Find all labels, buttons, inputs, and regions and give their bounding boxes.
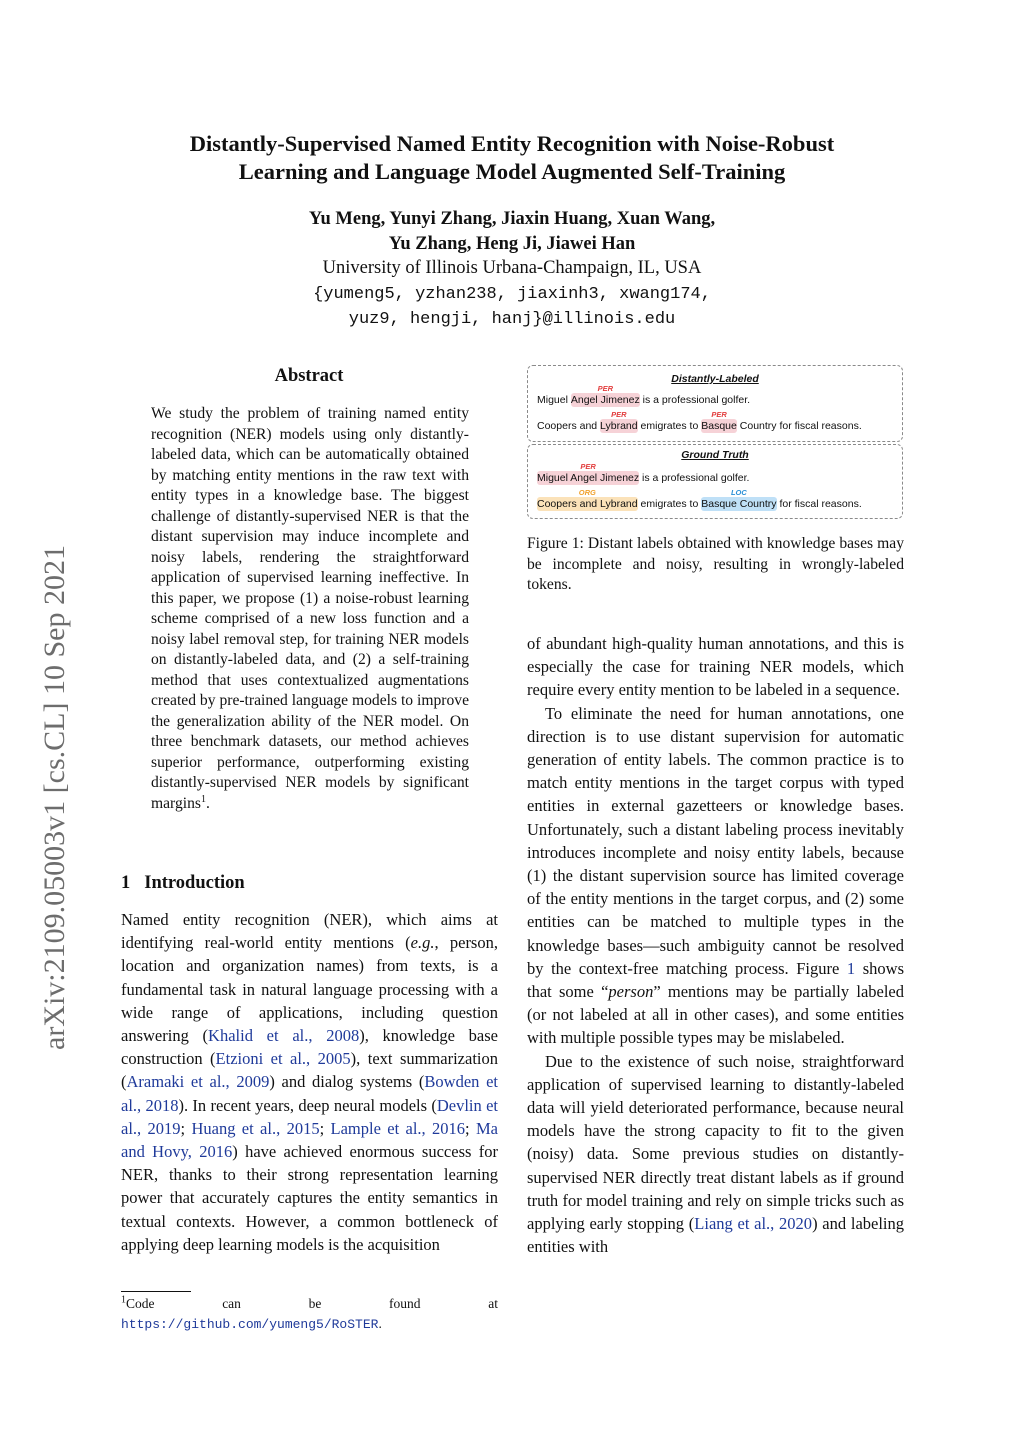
text-run: Named entity recognition (NER), which aims at identifying real-world entity mentions ( <box>121 910 498 953</box>
citation-link[interactable]: Aramaki et al., 2009 <box>126 1072 270 1092</box>
paper-title <box>120 130 904 186</box>
section-title: Introduction <box>144 873 245 893</box>
entity-tag-per: PER <box>611 410 627 419</box>
title-line-2: Learning and Language Model Augmented Self-Training <box>238 159 786 184</box>
author-emails <box>120 282 904 332</box>
sentence-text: Country for fiscal reasons. <box>736 420 862 432</box>
footnote-mark: 1 <box>121 1294 126 1306</box>
entity-highlight-org <box>537 488 638 511</box>
abstract-heading: Abstract <box>274 366 344 386</box>
citation-link[interactable]: Huang et al., 2015 <box>191 1118 320 1138</box>
figure-sentence <box>537 462 750 485</box>
abstract-text: We study the problem of training named entity recognition (NER) models using only distantly-labeled data, which can be automatically obtained by matching entity mentions in the raw text with entity types in a knowledge base. The biggest challenge of distantly-supervised NER is that the distant supervision may induce incomplete and noisy labels, rendering the straightforward application of supervised learning ineffective. In this paper, we propose (1) a noise-robust learning scheme comprised of a new loss function and a noisy label removal step, for training NER models on distantly-labeled data, and (2) a self-training method that uses contextualized augmentations created by pre-trained language models to improve the generalization ability of the NER model. On three benchmark datasets, our method achieves superior performance, outperforming existing distantly-supervised NER models by significant margins <box>151 405 469 812</box>
title-line-1: Distantly-Supervised Named Entity Recognition with Noise-Robust <box>189 131 835 156</box>
footnote <box>121 1294 498 1335</box>
footnote-end: . <box>378 1316 382 1331</box>
entity-text: Miguel Angel Jimenez <box>537 472 640 484</box>
sentence-text: emigrates to <box>637 420 702 432</box>
panel-title-distantly-labeled: Distantly-Labeled <box>671 373 759 385</box>
text-run: ; <box>180 1118 192 1138</box>
authors-line-1: Yu Meng, Yunyi Zhang, Jiaxin Huang, Xuan Wang, <box>308 209 716 229</box>
figure-sentence <box>537 384 751 407</box>
code-link[interactable]: https://github.com/yumeng5/RoSTER <box>121 1317 379 1332</box>
citation-link[interactable]: Lample et al., 2016 <box>330 1118 466 1138</box>
arxiv-identifier: arXiv:2109.05003v1 [cs.CL] 10 Sep 2021 <box>38 545 71 1050</box>
footnote-text: Code can be found at <box>126 1296 498 1311</box>
entity-tag-per: PER <box>580 462 596 471</box>
authors-line-2: Yu Zhang, Heng Ji, Jiawei Han <box>388 234 636 254</box>
text-run: ) and dialog systems ( <box>269 1072 425 1092</box>
citation-link[interactable]: Devlin et al., 2019 <box>121 1095 498 1138</box>
figure-sentence <box>537 410 862 433</box>
text-run: ). In recent years, deep neural models ( <box>178 1095 437 1115</box>
entity-highlight-per <box>701 410 737 433</box>
panel-title-ground-truth: Ground Truth <box>681 449 749 461</box>
entity-text: Angel Jimenez <box>570 394 640 406</box>
abstract-end: . <box>205 794 210 812</box>
text-run: ; <box>465 1118 476 1138</box>
text-run-italic: e.g. <box>410 933 435 953</box>
entity-highlight-per <box>600 410 638 433</box>
section-heading-introduction <box>121 873 245 894</box>
citation-link[interactable]: Etzioni et al., 2005 <box>215 1049 351 1069</box>
figure-reference-link[interactable]: 1 <box>846 958 856 978</box>
text-run: To eliminate the need for human annotations, one direction is to use distant supervision for automatic generation of entity labels. The common practice is to match entity mentions in the target corpus with typed entities in external gazetteers or knowledge bases. Unfortunately, such a distant labeling process inevitably introduces incomplete and noisy entity labels, because (1) the distant supervision source has limited coverage of the entity mentions in the target corpus, and (2) some entities can be matched to multiple types in the knowledge bases—such ambiguity cannot be resolved by the context-free matching process. Figure <box>527 703 904 978</box>
sentence-text: Coopers and <box>537 420 601 432</box>
abstract-body <box>151 404 469 814</box>
sentence-text: Miguel <box>537 394 571 406</box>
citation-link[interactable]: Khalid et al., 2008 <box>208 1026 360 1046</box>
sentence-text: for fiscal reasons. <box>776 498 862 510</box>
text-run: Due to the existence of such noise, straightforward application of supervised learning to distantly-labeled data will yield deteriorated performance, because neural models have the strong capacity to fit to the given (noisy) data. Some previous studies on distantly-supervised NER directly treat distant labels as if ground truth for model training and rely on simple tricks such as applying early stopping ( <box>527 1051 904 1234</box>
emails-line-1: {yumeng5, yzhan238, jiaxinh3, xwang174, <box>313 285 711 304</box>
entity-highlight-loc <box>701 488 777 511</box>
text-run: ), knowledge base construction ( <box>121 1026 498 1069</box>
text-run: ) and labeling entities with <box>527 1214 905 1257</box>
text-run-italic: person <box>608 982 654 1002</box>
entity-text: Coopers and Lybrand <box>537 498 638 510</box>
paragraph <box>527 702 904 1050</box>
entity-highlight-per <box>537 462 640 485</box>
abstract-footnote-mark[interactable]: 1 <box>200 793 206 805</box>
citation-link[interactable]: Bowden et al., 2018 <box>121 1072 499 1115</box>
affiliation: University of Illinois Urbana-Champaign, IL, USA <box>322 258 702 278</box>
figure-caption: Figure 1: Distant labels obtained with knowledge bases may be incomplete and noisy, resulting in wrongly-labeled tokens. <box>527 535 904 593</box>
citation-link[interactable]: Liang et al., 2020 <box>694 1214 813 1234</box>
entity-tag-per: PER <box>597 384 613 393</box>
entity-text: Lybrand <box>600 420 638 432</box>
right-column-body <box>527 632 904 1258</box>
entity-tag-org: ORG <box>578 488 596 497</box>
sentence-text: is a professional golfer. <box>639 472 750 484</box>
footnote-divider <box>121 1291 191 1292</box>
author-list <box>120 207 904 257</box>
entity-text: Basque <box>701 420 737 432</box>
text-run: ) have achieved enormous success for NER, thanks to their strong representation learning power that accurately captures the entity semantics in textual contexts. However, a common bottleneck of applying deep learning models is the acquisition <box>121 1142 498 1254</box>
section-number: 1 <box>121 873 131 893</box>
paragraph: of abundant high-quality human annotations, and this is especially the case for training NER models, which require every entity mention to be labeled in a sequence. <box>527 634 904 700</box>
paragraph <box>527 1050 904 1259</box>
entity-text: Basque Country <box>701 498 777 510</box>
text-run: ; <box>319 1118 331 1138</box>
introduction-paragraph <box>121 908 498 1256</box>
entity-tag-loc: LOC <box>730 488 747 497</box>
text-run: ” mentions may be partially labeled (or not labeled at all in other cases), and some entities with multiple possible types may be mislabeled. <box>527 982 904 1048</box>
entity-tag-per: PER <box>711 410 727 419</box>
citation-link[interactable]: Ma and Hovy, 2016 <box>121 1118 498 1162</box>
text-run: , person, location and organization names) from texts, is a fundamental task in natural language processing with a wide range of applications, including question answering ( <box>121 933 498 1046</box>
emails-line-2: yuz9, hengji, hanj}@illinois.edu <box>348 310 676 329</box>
sentence-text: is a professional golfer. <box>639 394 751 406</box>
text-run: ), text summarization ( <box>121 1049 499 1092</box>
text-run: shows that some “ <box>527 958 904 1002</box>
sentence-text: emigrates to <box>637 498 702 510</box>
entity-highlight-per <box>570 384 640 407</box>
figure-sentence <box>537 488 862 511</box>
